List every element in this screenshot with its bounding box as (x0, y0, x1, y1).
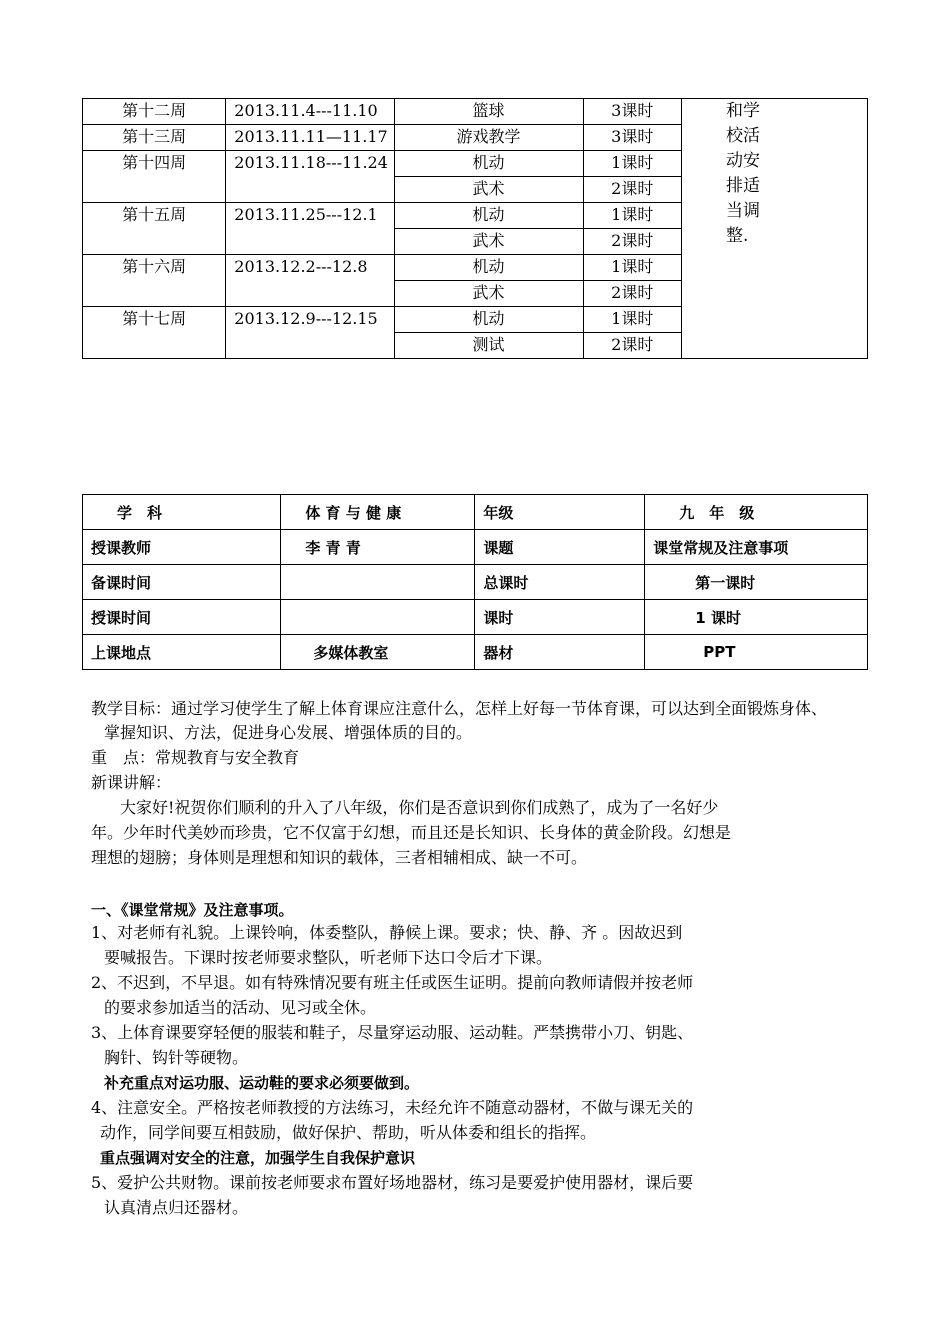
note-line: 排适 (725, 176, 760, 196)
rule-1-line1: 1、对老师有礼貌。上课铃响，体委整队，静候上课。要求；快、静、齐 。因故迟到 (91, 923, 683, 942)
note-line: 和学 (725, 101, 760, 121)
note-line: 动安 (725, 151, 760, 171)
rule-3-line1: 3、上体育课要穿轻便的服装和鞋子，尽量穿运动服、运动鞋。严禁携带小刀、钥匙、 (91, 1023, 694, 1042)
hours-cell: 3课时 (583, 99, 681, 125)
week-cell: 第十三周 (83, 125, 226, 151)
class-time-label: 授课时间 (83, 600, 281, 635)
content-cell: 机动 (394, 203, 583, 229)
location-value: 多媒体教室 (281, 635, 475, 670)
content-cell: 武术 (394, 229, 583, 255)
note-cell (681, 99, 867, 359)
rule-4-note: 重点强调对安全的注意，加强学生自我保护意识 (100, 1149, 416, 1167)
class-time-value (281, 600, 475, 635)
hours-cell: 1课时 (583, 307, 681, 333)
week-cell: 第十七周 (83, 307, 226, 359)
rule-3-note: 补充重点对运功服、运动鞋的要求必须要做到。 (104, 1074, 420, 1092)
equipment-label: 器材 (475, 635, 645, 670)
table-row (83, 635, 868, 670)
subject-value: 体 育 与 健 康 (281, 495, 475, 530)
rule-1-line2: 要喊报告。下课时按老师要求整队，听老师下达口令后才下课。 (104, 948, 553, 967)
note-line: 校活 (725, 126, 760, 146)
date-cell: 2013.11.4---11.10 (226, 99, 394, 125)
intro-line2: 年。少年时代美妙而珍贵，它不仅富于幻想，而且还是长知识、长身体的黄金阶段。幻想是 (91, 823, 732, 842)
rule-2-line2: 的要求参加适当的活动、见习或全休。 (104, 998, 377, 1017)
content-cell: 篮球 (394, 99, 583, 125)
topic-value: 课堂常规及注意事项 (645, 530, 868, 565)
content-cell: 机动 (394, 151, 583, 177)
rule-5-line1: 5、爱护公共财物。课前按老师要求布置好场地器材，练习是要爱护使用器材，课后要 (91, 1173, 694, 1192)
section-title: 一、《课堂常规》及注意事项。 (91, 901, 294, 919)
hours-cell: 2课时 (583, 281, 681, 307)
key-point: 重 点：常规教育与安全教育 (91, 748, 300, 767)
table-row (83, 565, 868, 600)
hours-cell: 2课时 (583, 333, 681, 359)
content-cell: 机动 (394, 307, 583, 333)
intro-line1: 大家好!祝贺你们顺利的升入了八年级，你们是否意识到你们成熟了，成为了一名好少 (120, 798, 719, 817)
week-cell: 第十四周 (83, 151, 226, 203)
date-cell: 2013.11.11—11.17 (226, 125, 394, 151)
prep-time-value (281, 565, 475, 600)
table-row (83, 99, 868, 125)
prep-time-label: 备课时间 (83, 565, 281, 600)
hours-cell: 1课时 (583, 255, 681, 281)
subject-label: 学 科 (83, 495, 281, 530)
intro-line3: 理想的翅膀；身体则是理想和知识的载体，三者相辅相成、缺一不可。 (91, 848, 588, 867)
total-hours-label: 总课时 (475, 565, 645, 600)
teaching-goal-line2: 掌握知识、方法，促进身心发展、增强体质的目的。 (104, 723, 473, 742)
hours-cell: 1课时 (583, 151, 681, 177)
teacher-label: 授课教师 (83, 530, 281, 565)
rule-5-line2: 认真清点归还器材。 (104, 1198, 249, 1217)
rule-4-line2: 动作，同学间要互相鼓励，做好保护、帮助，听从体委和组长的指挥。 (100, 1123, 597, 1142)
content-cell: 武术 (394, 177, 583, 203)
content-cell: 武术 (394, 281, 583, 307)
lesson-info-table (82, 494, 868, 670)
grade-value: 九 年 级 (645, 495, 868, 530)
content-cell: 测试 (394, 333, 583, 359)
hours-cell: 1课时 (583, 203, 681, 229)
schedule-table (82, 98, 868, 359)
week-cell: 第十五周 (83, 203, 226, 255)
location-label: 上课地点 (83, 635, 281, 670)
hours-value: 1 课时 (645, 600, 868, 635)
content-cell: 游戏教学 (394, 125, 583, 151)
date-cell: 2013.12.9---12.15 (226, 307, 394, 359)
date-cell: 2013.11.18---11.24 (226, 151, 394, 203)
date-cell: 2013.11.25---12.1 (226, 203, 394, 255)
hours-cell: 3课时 (583, 125, 681, 151)
grade-label: 年级 (475, 495, 645, 530)
hours-cell: 2课时 (583, 177, 681, 203)
week-cell: 第十二周 (83, 99, 226, 125)
teacher-value: 李 青 青 (281, 530, 475, 565)
table-row (83, 495, 868, 530)
note-line: 整. (725, 226, 749, 246)
total-hours-value: 第一课时 (645, 565, 868, 600)
table-row (83, 530, 868, 565)
teaching-goal-line1: 教学目标：通过学习使学生了解上体育课应注意什么，怎样上好每一节体育课，可以达到全面锻炼身体、 (91, 699, 828, 718)
hours-cell: 2课时 (583, 229, 681, 255)
rule-3-line2: 胸针、钩针等硬物。 (104, 1048, 249, 1067)
hours-label: 课时 (475, 600, 645, 635)
topic-label: 课题 (475, 530, 645, 565)
new-lesson-heading: 新课讲解： (91, 773, 172, 792)
note-line: 当调 (725, 201, 760, 221)
week-cell: 第十六周 (83, 255, 226, 307)
rule-4-line1: 4、注意安全。严格按老师教授的方法练习，未经允许不随意动器材，不做与课无关的 (91, 1098, 694, 1117)
content-cell: 机动 (394, 255, 583, 281)
rule-2-line1: 2、不迟到，不早退。如有特殊情况要有班主任或医生证明。提前向教师请假并按老师 (91, 973, 694, 992)
table-row (83, 600, 868, 635)
date-cell: 2013.12.2---12.8 (226, 255, 394, 307)
equipment-value: PPT (645, 635, 868, 670)
